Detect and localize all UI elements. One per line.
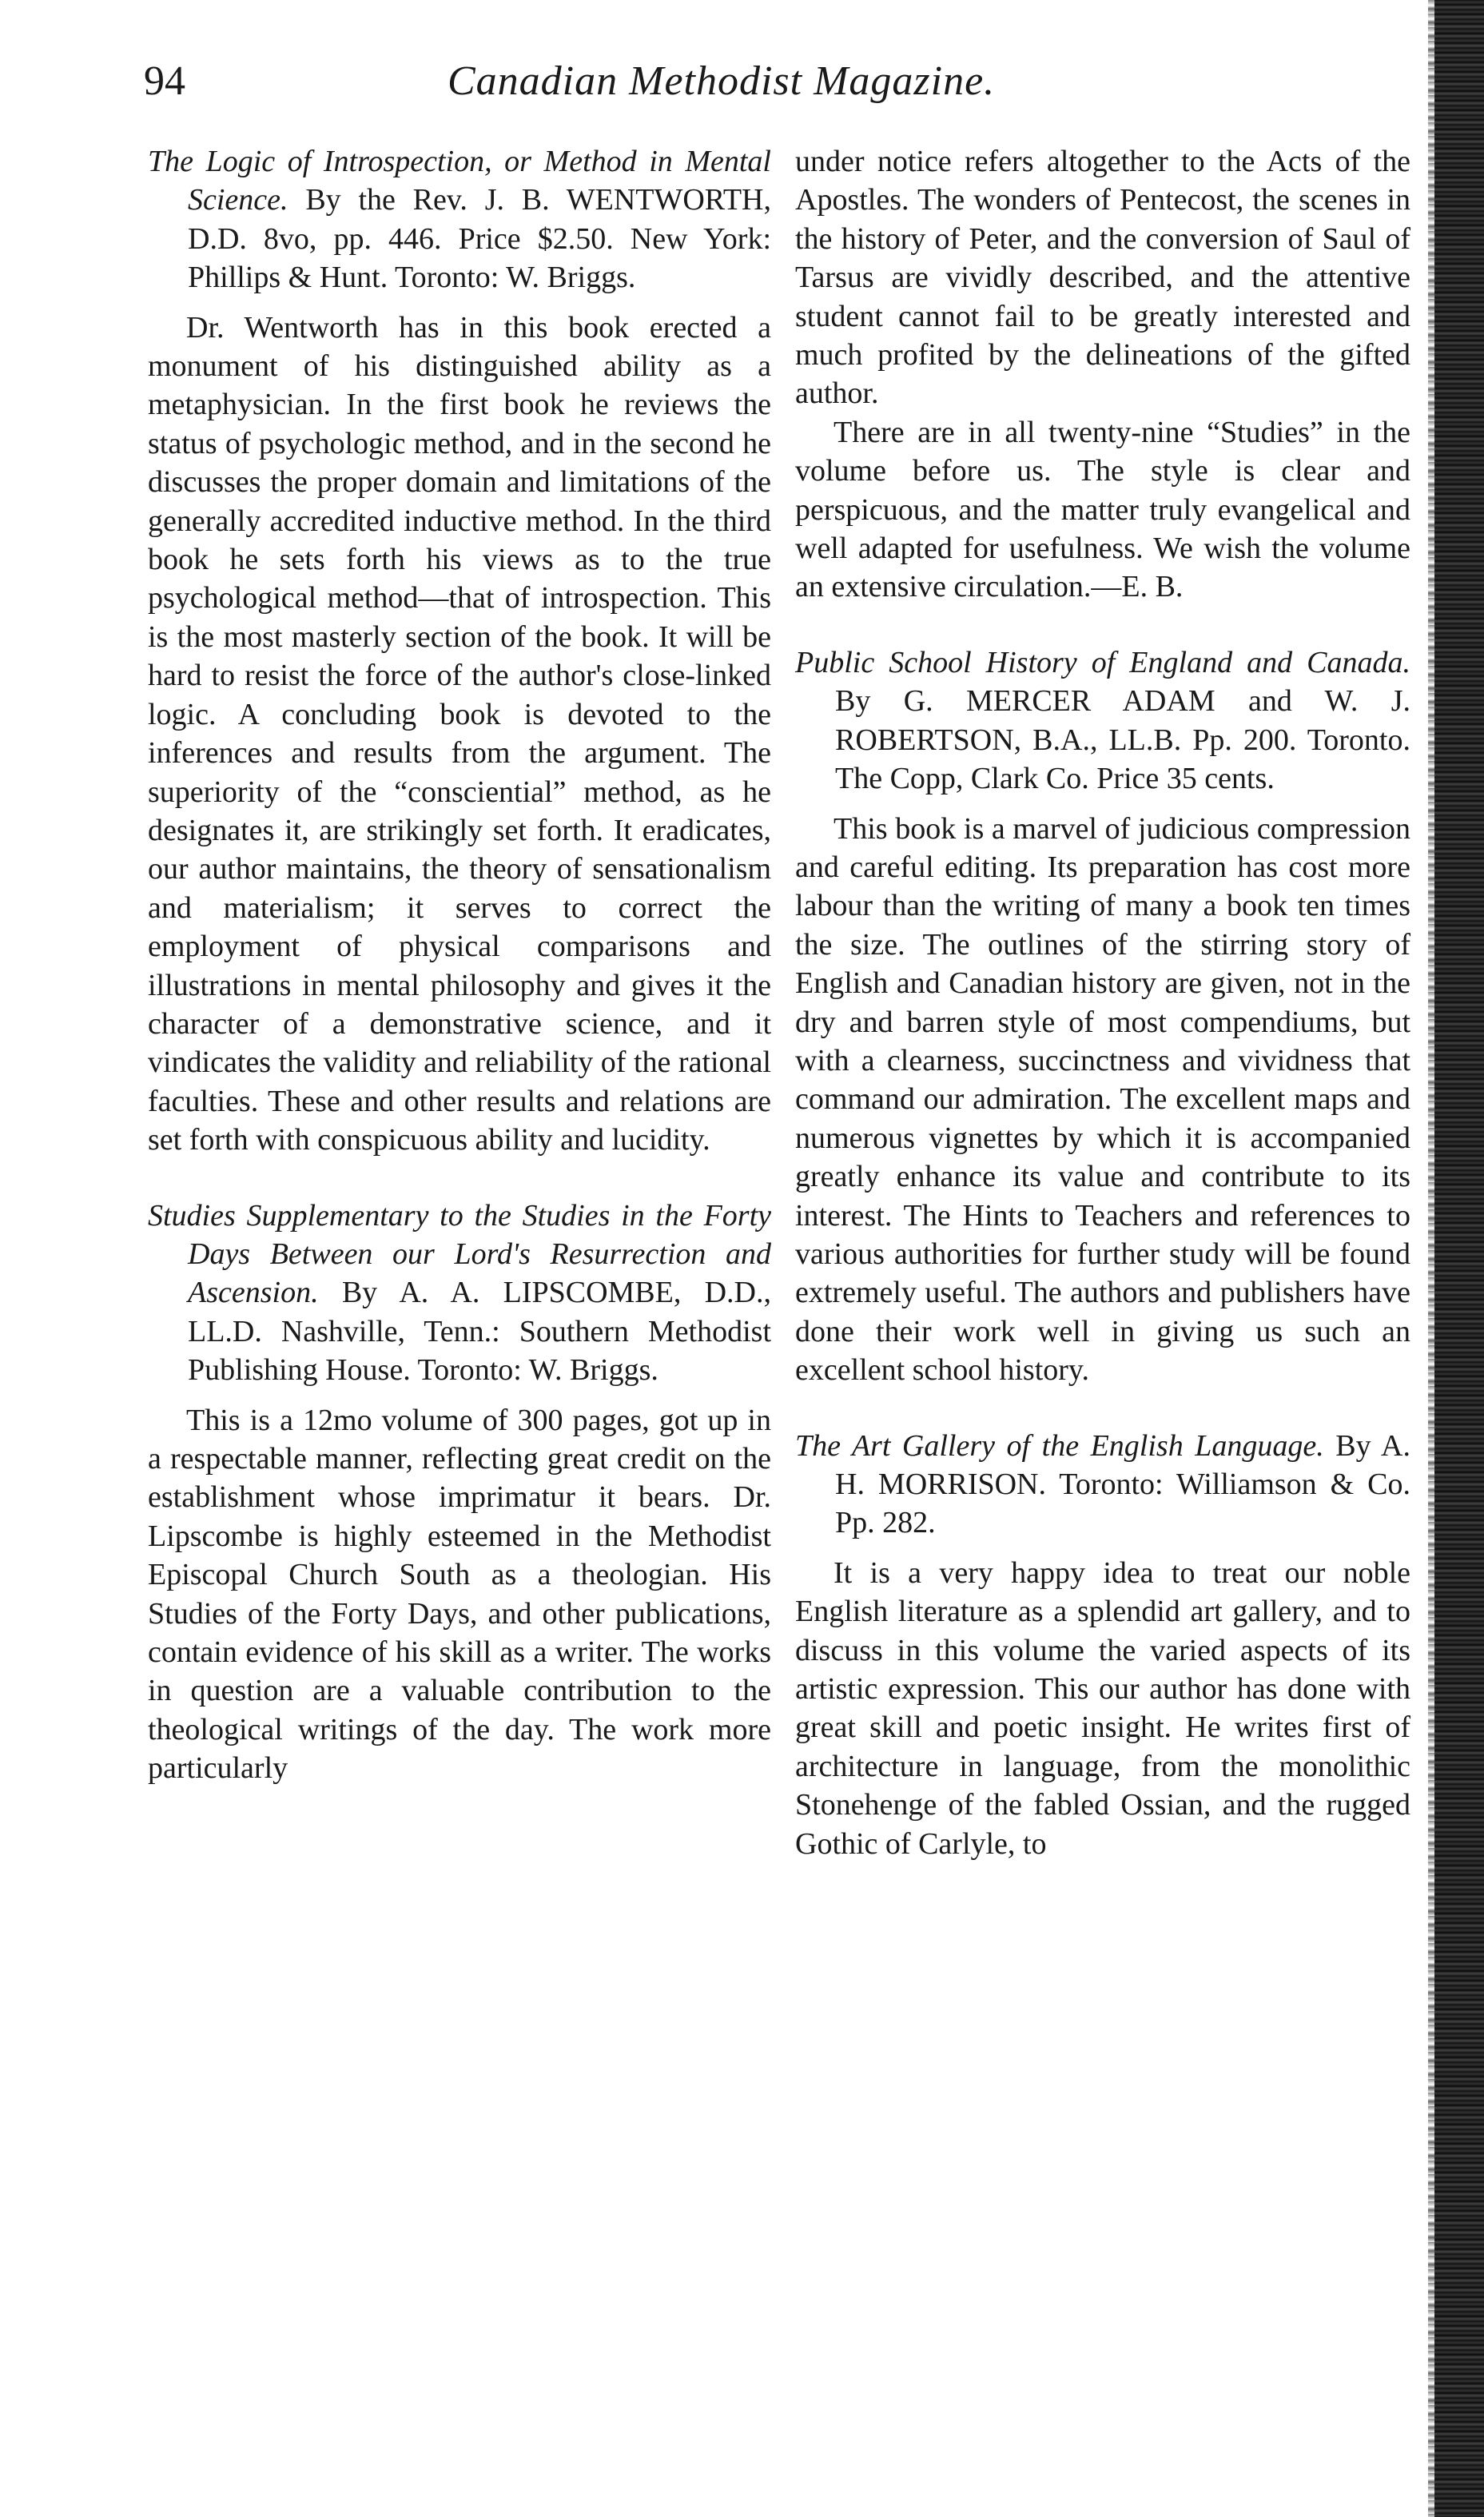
review-heading bbox=[148, 1197, 771, 1390]
review-body bbox=[148, 1401, 771, 1788]
running-title: Canadian Methodist Magazine. bbox=[448, 58, 996, 104]
continued-paragraph: under notice refers altogether to the Acts of the Apostles. The wonders of Pentecost, the scenes in the history of Peter, and the conversion of Saul of Tarsus are vividly described, and the attentive student cannot fail to be greatly interested and much profited by the delineations of the gifted author. bbox=[795, 145, 1410, 411]
review-public-school-history bbox=[795, 643, 1410, 1390]
review-paragraph: This book is a marvel of judicious compression and careful editing. Its preparation has cost more labour than the writing of many a book ten times the size. The outlines of the stirring story of English and Canadian history are given, not in the dry and barren style of most compendiums, but with a clearness, succinctness and vividness that command our admiration. The excellent maps and numerous vignettes by which it is accompanied greatly enhance its value and contribute to its interest. The Hints to Teachers and references to various authorities for further study will be found extremely useful. The authors and publishers have done their work well in giving us such an excellent school history. bbox=[795, 811, 1410, 1388]
scan-edge-highlight bbox=[1428, 0, 1434, 2517]
review-body bbox=[148, 309, 771, 1160]
review-heading bbox=[795, 1427, 1410, 1543]
review-body bbox=[795, 142, 1410, 607]
review-paragraph: There are in all twenty-nine “Studies” in the volume before us. The style is clear and perspicuous, and the matter truly evangelical and well adapted for usefulness. We wish the volume an extensive circulation.—E. B. bbox=[795, 415, 1410, 604]
book-details: By G. MERCER ADAM and W. J. ROBERTSON, B.A., LL.B. Pp. 200. Toronto. The Copp, Clark Co. Price 35 cents. bbox=[835, 684, 1410, 796]
book-title: Public School History of England and Canada. bbox=[795, 645, 1410, 679]
book-title: The Art Gallery of the English Language. bbox=[795, 1428, 1324, 1463]
book-details: By A. H. MORRISON. Toronto: Williamson & Co. Pp. 282. bbox=[835, 1428, 1410, 1540]
review-continuation bbox=[795, 142, 1410, 607]
book-title: The Logic of Introspection, or Method in Mental Science. bbox=[148, 145, 771, 217]
left-column bbox=[148, 142, 771, 1788]
review-paragraph: It is a very happy idea to treat our noble English literature as a splendid art gallery, and to discuss in this volume the varied aspects of its artistic expression. This our author has done with great skill and poetic insight. He writes first of architecture in language, from the monolithic Stonehenge of the fabled Ossian, and the rugged Gothic of Carlyle, to bbox=[795, 1555, 1410, 1861]
review-studies-supplementary bbox=[148, 1197, 771, 1788]
review-body bbox=[795, 810, 1410, 1390]
review-art-gallery bbox=[795, 1427, 1410, 1863]
book-details: By A. A. LIPSCOMBE, D.D., LL.D. Nashville, Tenn.: Southern Methodist Publishing House. Toronto: W. Briggs. bbox=[188, 1276, 771, 1388]
review-body bbox=[795, 1554, 1410, 1863]
review-paragraph: Dr. Wentworth has in this book erected a monument of his distinguished ability as a metaphysician. In the first book he reviews the status of psychologic method, and in the second he discusses the proper domain and limitations of the generally accredited inductive method. In the third book he sets forth his views as to the true psychological method—that of introspection. This is the most masterly section of the book. It will be hard to resist the force of the author's close-linked logic. A concluding book is devoted to the inferences and results from the argument. The superiority of the “consciential” method, as he designates it, are strikingly set forth. It eradicates, our author maintains, the theory of sensationalism and materialism; it serves to correct the employment of physical comparisons and illustrations in mental philosophy and gives it the character of a demonstrative science, and it vindicates the validity and reliability of the rational faculties. These and other results and relations are set forth with conspicuous ability and lucidity. bbox=[148, 310, 771, 1157]
review-heading bbox=[148, 142, 771, 297]
review-paragraph: This is a 12mo volume of 300 pages, got up in a respectable manner, reflecting great credit on the establishment whose imprimatur it bears. Dr. Lipscombe is highly esteemed in the Methodist Episcopal Church South as a theologian. His Studies of the Forty Days, and other publications, contain evidence of his skill as a writer. The works in question are a valuable contribution to the theological writings of the day. The work more particularly bbox=[148, 1403, 771, 1786]
review-heading bbox=[795, 643, 1410, 799]
book-title: Studies Supplementary to the Studies in the Forty Days Between our Lord's Resurrection and Ascension. bbox=[148, 1198, 771, 1310]
scan-edge-border bbox=[1434, 0, 1484, 2517]
page-header bbox=[144, 50, 1422, 121]
right-column bbox=[795, 142, 1410, 1863]
book-details: By the Rev. J. B. WENTWORTH, D.D. 8vo, pp. 446. Price $2.50. New York: Phillips & Hunt. Toronto: W. Briggs. bbox=[188, 183, 771, 295]
review-logic-of-introspection bbox=[148, 142, 771, 1160]
page-number: 94 bbox=[144, 58, 185, 104]
